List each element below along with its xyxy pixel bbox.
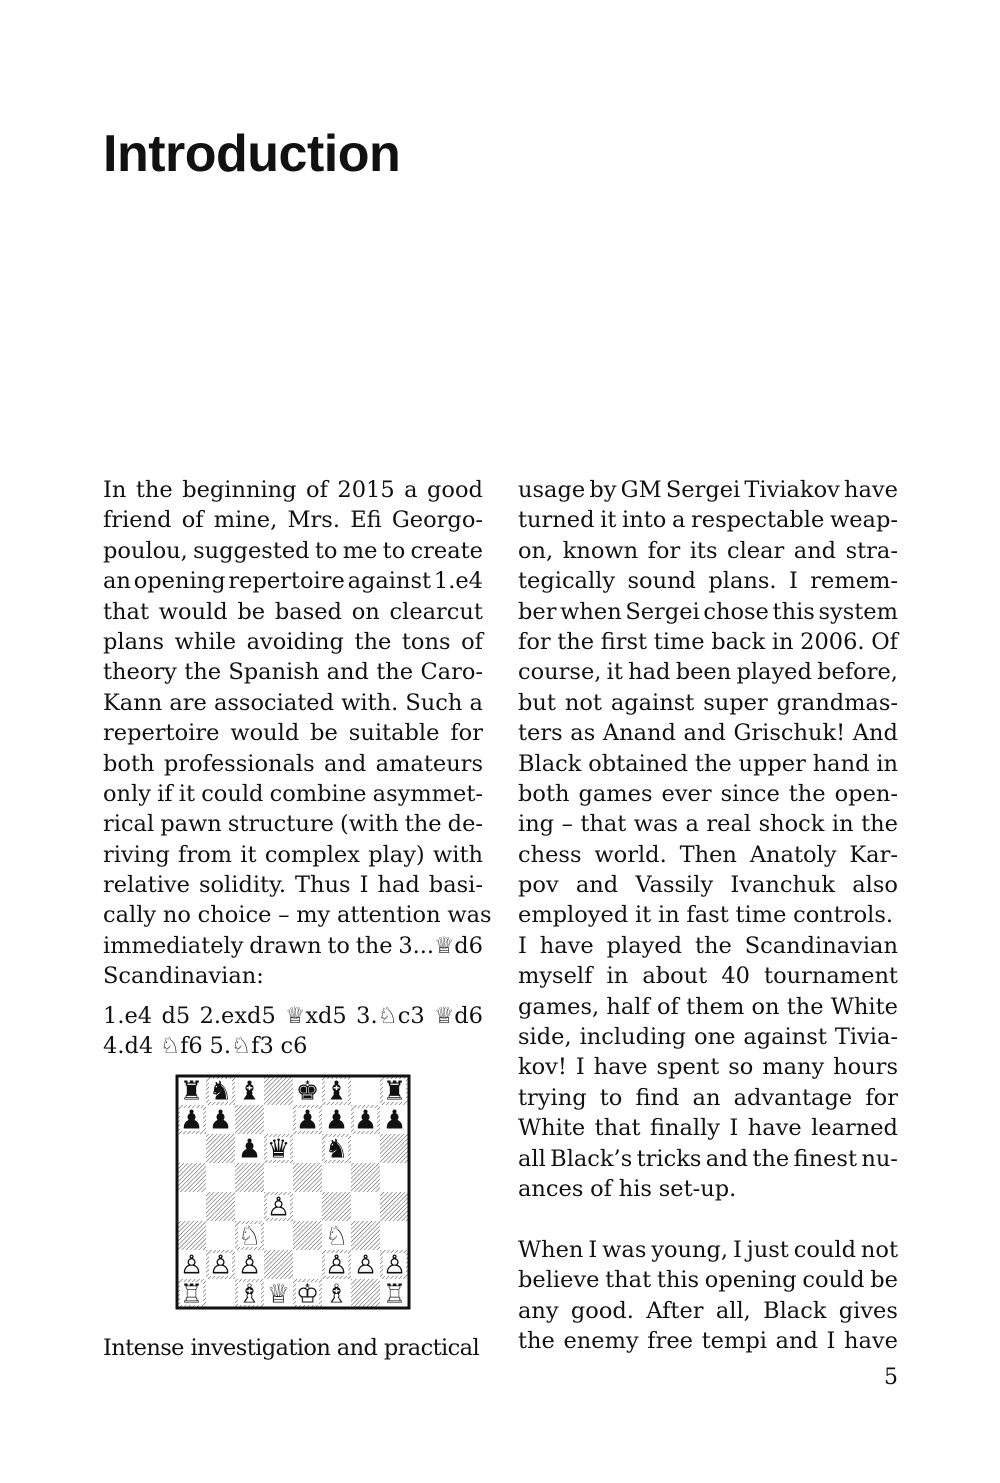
text-line: White that finally I have learned xyxy=(518,1115,898,1142)
moves-block xyxy=(103,1001,483,1062)
text-line: tegically sound plans. I remem- xyxy=(518,568,898,595)
text-line: relative solidity. Thus I had basi- xyxy=(103,872,483,899)
left-column xyxy=(103,475,492,992)
board-square xyxy=(293,1192,322,1221)
caption-text: Intense investigation and practical xyxy=(103,1335,480,1361)
board-square xyxy=(206,1221,235,1250)
black-piece-icon: ♞ xyxy=(324,1134,349,1165)
board-square xyxy=(235,1105,264,1134)
black-piece-icon: ♝ xyxy=(237,1076,262,1107)
text-line: When I was young, I just could not xyxy=(518,1236,898,1263)
board-square xyxy=(206,1192,235,1221)
white-piece-icon: ♙ xyxy=(324,1250,349,1281)
text-line: ances of his set-up. xyxy=(518,1175,737,1202)
board-square xyxy=(264,1163,293,1192)
text-line: myself in about 40 tournament xyxy=(518,963,898,990)
board-square xyxy=(177,1221,206,1250)
text-line: ber when Sergei chose this system xyxy=(518,598,898,625)
board-square xyxy=(206,1279,235,1308)
text-line: pov and Vassily Ivanchuk also xyxy=(518,872,898,899)
page-title: Introduction xyxy=(103,125,401,183)
white-piece-icon: ♘ xyxy=(324,1221,349,1252)
page-number: 5 xyxy=(884,1365,898,1390)
diagram-caption xyxy=(103,1333,483,1363)
black-piece-icon: ♟ xyxy=(382,1105,407,1136)
board-square xyxy=(264,1105,293,1134)
black-piece-icon: ♞ xyxy=(208,1076,233,1107)
text-line: on, known for its clear and stra- xyxy=(518,537,898,564)
text-line: games, half of them on the White xyxy=(518,993,898,1020)
board-square xyxy=(206,1163,235,1192)
text-line: chess world. Then Anatoly Kar- xyxy=(518,841,898,868)
board-square xyxy=(177,1192,206,1221)
board-square xyxy=(293,1134,322,1163)
board-square xyxy=(351,1163,380,1192)
black-piece-icon: ♝ xyxy=(324,1076,349,1107)
black-piece-icon: ♟ xyxy=(208,1105,233,1136)
text-line: turned it into a respectable weap- xyxy=(518,507,898,534)
text-line: employed it in fast time controls. xyxy=(518,902,894,929)
board-square xyxy=(264,1250,293,1279)
white-piece-icon: ♙ xyxy=(382,1250,407,1281)
white-piece-icon: ♙ xyxy=(353,1250,378,1281)
text-line: poulou, suggested to me to create xyxy=(103,537,483,564)
board-square xyxy=(322,1163,351,1192)
text-line: Scandinavian: xyxy=(103,963,264,990)
board-square xyxy=(293,1250,322,1279)
text-line: plans while avoiding the tons of xyxy=(103,628,483,655)
text-line: for the first time back in 2006. Of xyxy=(518,628,898,655)
text-line: believe that this opening could be xyxy=(518,1267,898,1294)
white-piece-icon: ♙ xyxy=(266,1192,291,1223)
white-piece-icon: ♙ xyxy=(208,1250,233,1281)
white-piece-icon: ♕ xyxy=(266,1279,291,1310)
white-piece-icon: ♙ xyxy=(179,1250,204,1281)
board-square xyxy=(351,1076,380,1105)
board-square xyxy=(380,1192,409,1221)
text-line: ing – that was a real shock in the xyxy=(518,811,898,838)
black-piece-icon: ♟ xyxy=(179,1105,204,1136)
board-square xyxy=(351,1279,380,1308)
chess-diagram xyxy=(175,1074,411,1310)
board-square xyxy=(380,1221,409,1250)
white-piece-icon: ♖ xyxy=(179,1279,204,1310)
board-square xyxy=(380,1163,409,1192)
text-line: course, it had been played before, xyxy=(518,659,898,686)
board-square xyxy=(235,1192,264,1221)
text-line: rical pawn structure (with the de- xyxy=(103,811,483,838)
white-piece-icon: ♙ xyxy=(237,1250,262,1281)
black-piece-icon: ♛ xyxy=(266,1134,291,1165)
text-line: both professionals and amateurs xyxy=(103,750,483,777)
text-line: usage by GM Sergei Tiviakov have xyxy=(518,477,898,503)
text-line: all Black’s tricks and the finest nu- xyxy=(518,1145,898,1172)
text-line: both games ever since the open- xyxy=(518,780,898,807)
text-line: an opening repertoire against 1.e4 xyxy=(103,568,483,595)
text-line: ters as Anand and Grischuk! And xyxy=(518,720,898,747)
text-line: I have played the Scandinavian xyxy=(518,932,898,959)
black-piece-icon: ♟ xyxy=(324,1105,349,1136)
text-line: that would be based on clearcut xyxy=(103,598,483,625)
text-line: Kann are associated with. Such a xyxy=(103,689,483,716)
board-square xyxy=(177,1163,206,1192)
black-piece-icon: ♜ xyxy=(382,1076,407,1107)
text-line: any good. After all, Black gives xyxy=(518,1297,898,1324)
board-square xyxy=(177,1134,206,1163)
right-column xyxy=(518,475,898,1356)
board-square xyxy=(351,1221,380,1250)
white-piece-icon: ♘ xyxy=(237,1221,262,1252)
text-line: riving from it complex play) with xyxy=(103,841,483,868)
black-piece-icon: ♜ xyxy=(179,1076,204,1107)
text-line: 1.e4 d5 2.exd5 ♕xd5 3.♘c3 ♕d6 xyxy=(103,1003,483,1029)
text-line: 4.d4 ♘f6 5.♘f3 c6 xyxy=(103,1033,308,1060)
text-line: theory the Spanish and the Caro- xyxy=(103,659,483,686)
board-square xyxy=(293,1221,322,1250)
board-square xyxy=(322,1192,351,1221)
text-line: but not against super grandmas- xyxy=(518,689,898,716)
board-square xyxy=(264,1221,293,1250)
text-line: only if it could combine asymmet- xyxy=(103,780,483,807)
text-line: friend of mine, Mrs. Efi Georgo- xyxy=(103,507,483,534)
board-square xyxy=(293,1163,322,1192)
board-square xyxy=(351,1134,380,1163)
text-line: kov! I have spent so many hours xyxy=(518,1054,898,1081)
white-piece-icon: ♗ xyxy=(237,1279,262,1310)
white-piece-icon: ♖ xyxy=(382,1279,407,1310)
text-line: side, including one against Tivia- xyxy=(518,1024,898,1051)
text-line: the enemy free tempi and I have xyxy=(518,1327,898,1354)
black-piece-icon: ♟ xyxy=(353,1105,378,1136)
black-piece-icon: ♚ xyxy=(295,1076,320,1107)
board-square xyxy=(380,1134,409,1163)
paragraph-gap xyxy=(518,1204,898,1234)
white-piece-icon: ♗ xyxy=(324,1279,349,1310)
text-line: immediately drawn to the 3...♕d6 xyxy=(103,932,483,959)
board-square xyxy=(351,1192,380,1221)
black-piece-icon: ♟ xyxy=(295,1105,320,1136)
board-square xyxy=(264,1076,293,1105)
board-square xyxy=(235,1163,264,1192)
white-piece-icon: ♔ xyxy=(295,1279,320,1310)
text-line: In the beginning of 2015 a good xyxy=(103,477,483,503)
board-square xyxy=(206,1134,235,1163)
black-piece-icon: ♟ xyxy=(237,1134,262,1165)
text-line: repertoire would be suitable for xyxy=(103,720,483,747)
text-line: Black obtained the upper hand in xyxy=(518,750,898,777)
text-line: trying to find an advantage for xyxy=(518,1084,898,1111)
text-line: cally no choice – my attention was xyxy=(103,902,492,929)
